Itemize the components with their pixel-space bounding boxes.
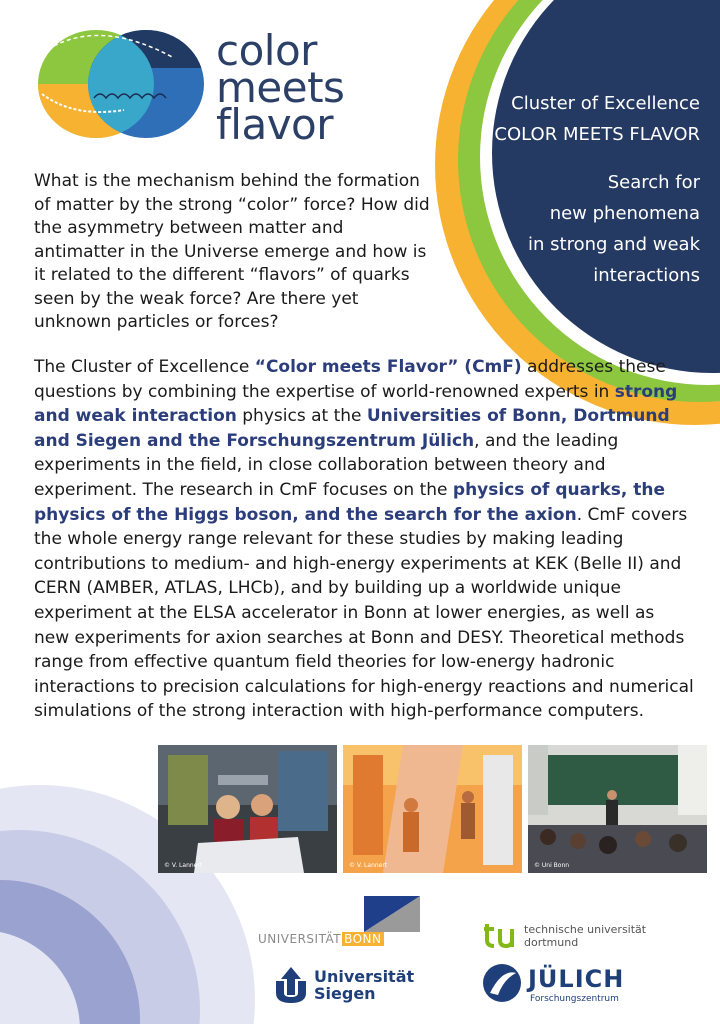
tu-dortmund-mark xyxy=(484,920,518,948)
bonn-left: UNIVERSITÄT xyxy=(258,932,342,946)
siegen-line-1: Universität xyxy=(314,967,415,986)
cluster-line-2: COLOR MEETS FLAVOR xyxy=(494,124,700,145)
search-tagline xyxy=(528,167,700,291)
photo-lab-image xyxy=(158,745,337,873)
photo-lecture-credit: © Uni Bonn xyxy=(534,862,570,869)
search-line-4: interactions xyxy=(593,265,700,286)
photo-lab xyxy=(158,745,337,873)
body-seg-3: physics at the xyxy=(236,406,367,427)
tu-line-2: dortmund xyxy=(524,936,579,949)
body-seg-2: addresses these questions by combining the expertise of world-renowned experts in xyxy=(34,357,666,402)
bonn-right: BONN xyxy=(344,932,382,946)
logo-word-color: color xyxy=(216,26,317,75)
body-seg-5: . CmF covers the whole energy range relevant for these studies by making leading contributions to medium- and high-energy experiments at KEK (Belle II) and CERN (AMBER, ATLAS, LHCb), and by building up a worldwide unique experiment at the ELSA accelerator in Bonn at lower energies, as well as new experiments for axion searches at Bonn and DESY. Theoretical methods range from effective quantum field theories for low-energy hadronic interactions to precision calculations for high-energy reactions and numerical simulations of the strong interaction with high-performance computers. xyxy=(34,504,694,722)
search-line-3: in strong and weak xyxy=(528,234,700,255)
cmf-logo-graphic xyxy=(34,28,206,140)
cluster-line-1: Cluster of Excellence xyxy=(511,93,700,114)
photo-lecture-image xyxy=(528,745,707,873)
body-seg-1: The Cluster of Excellence xyxy=(34,357,255,377)
photo-corridor xyxy=(343,745,522,873)
photo-corridor-image xyxy=(343,745,522,873)
cluster-title xyxy=(494,88,700,150)
body-highlight-universities: Universities of Bonn, Dortmund and Siegen and the Forschungszentrum Jülich xyxy=(34,406,670,451)
juelich-sub: Forschungszentrum xyxy=(530,994,619,1004)
siegen-text xyxy=(314,968,414,1002)
logo-word-flavor: flavor xyxy=(216,100,334,149)
intro-questions: What is the mechanism behind the formation of matter by the strong “color” force? How did the asymmetry between matter and antimatter in the Universe emerge and how is it related to the different “flavors” of quarks seen by the weak force? Are there yet unknown particles or forces? xyxy=(34,171,430,332)
tu-dortmund-text xyxy=(524,923,646,949)
search-line-1: Search for xyxy=(607,172,700,193)
main-paragraph xyxy=(34,355,694,724)
body-highlight-interaction: strong and weak interaction xyxy=(34,381,678,427)
siegen-mark xyxy=(274,967,308,1005)
body-seg-4: , and the leading experiments in the field, in close collaboration between theory and experiment. The research in CmF focuses on the xyxy=(34,430,619,500)
juelich-mark xyxy=(482,963,522,1003)
tu-line-1: technische universität xyxy=(524,923,647,936)
photo-lab-credit: © V. Lannert xyxy=(164,862,203,869)
body-highlight-physics: physics of quarks, the physics of the Higgs boson, and the search for the axion xyxy=(34,479,665,525)
siegen-line-2: Siegen xyxy=(314,984,376,1003)
photo-corridor-credit: © V. Lannert xyxy=(349,862,388,869)
bonn-logo-mark xyxy=(364,896,420,932)
bonn-wordmark xyxy=(258,932,384,946)
juelich-name: JÜLICH xyxy=(528,965,625,993)
body-highlight-cmf: “Color meets Flavor” (CmF) xyxy=(254,357,522,377)
logo-word-meets: meets xyxy=(216,63,345,112)
photo-lecture xyxy=(528,745,707,873)
search-line-2: new phenomena xyxy=(549,203,700,224)
